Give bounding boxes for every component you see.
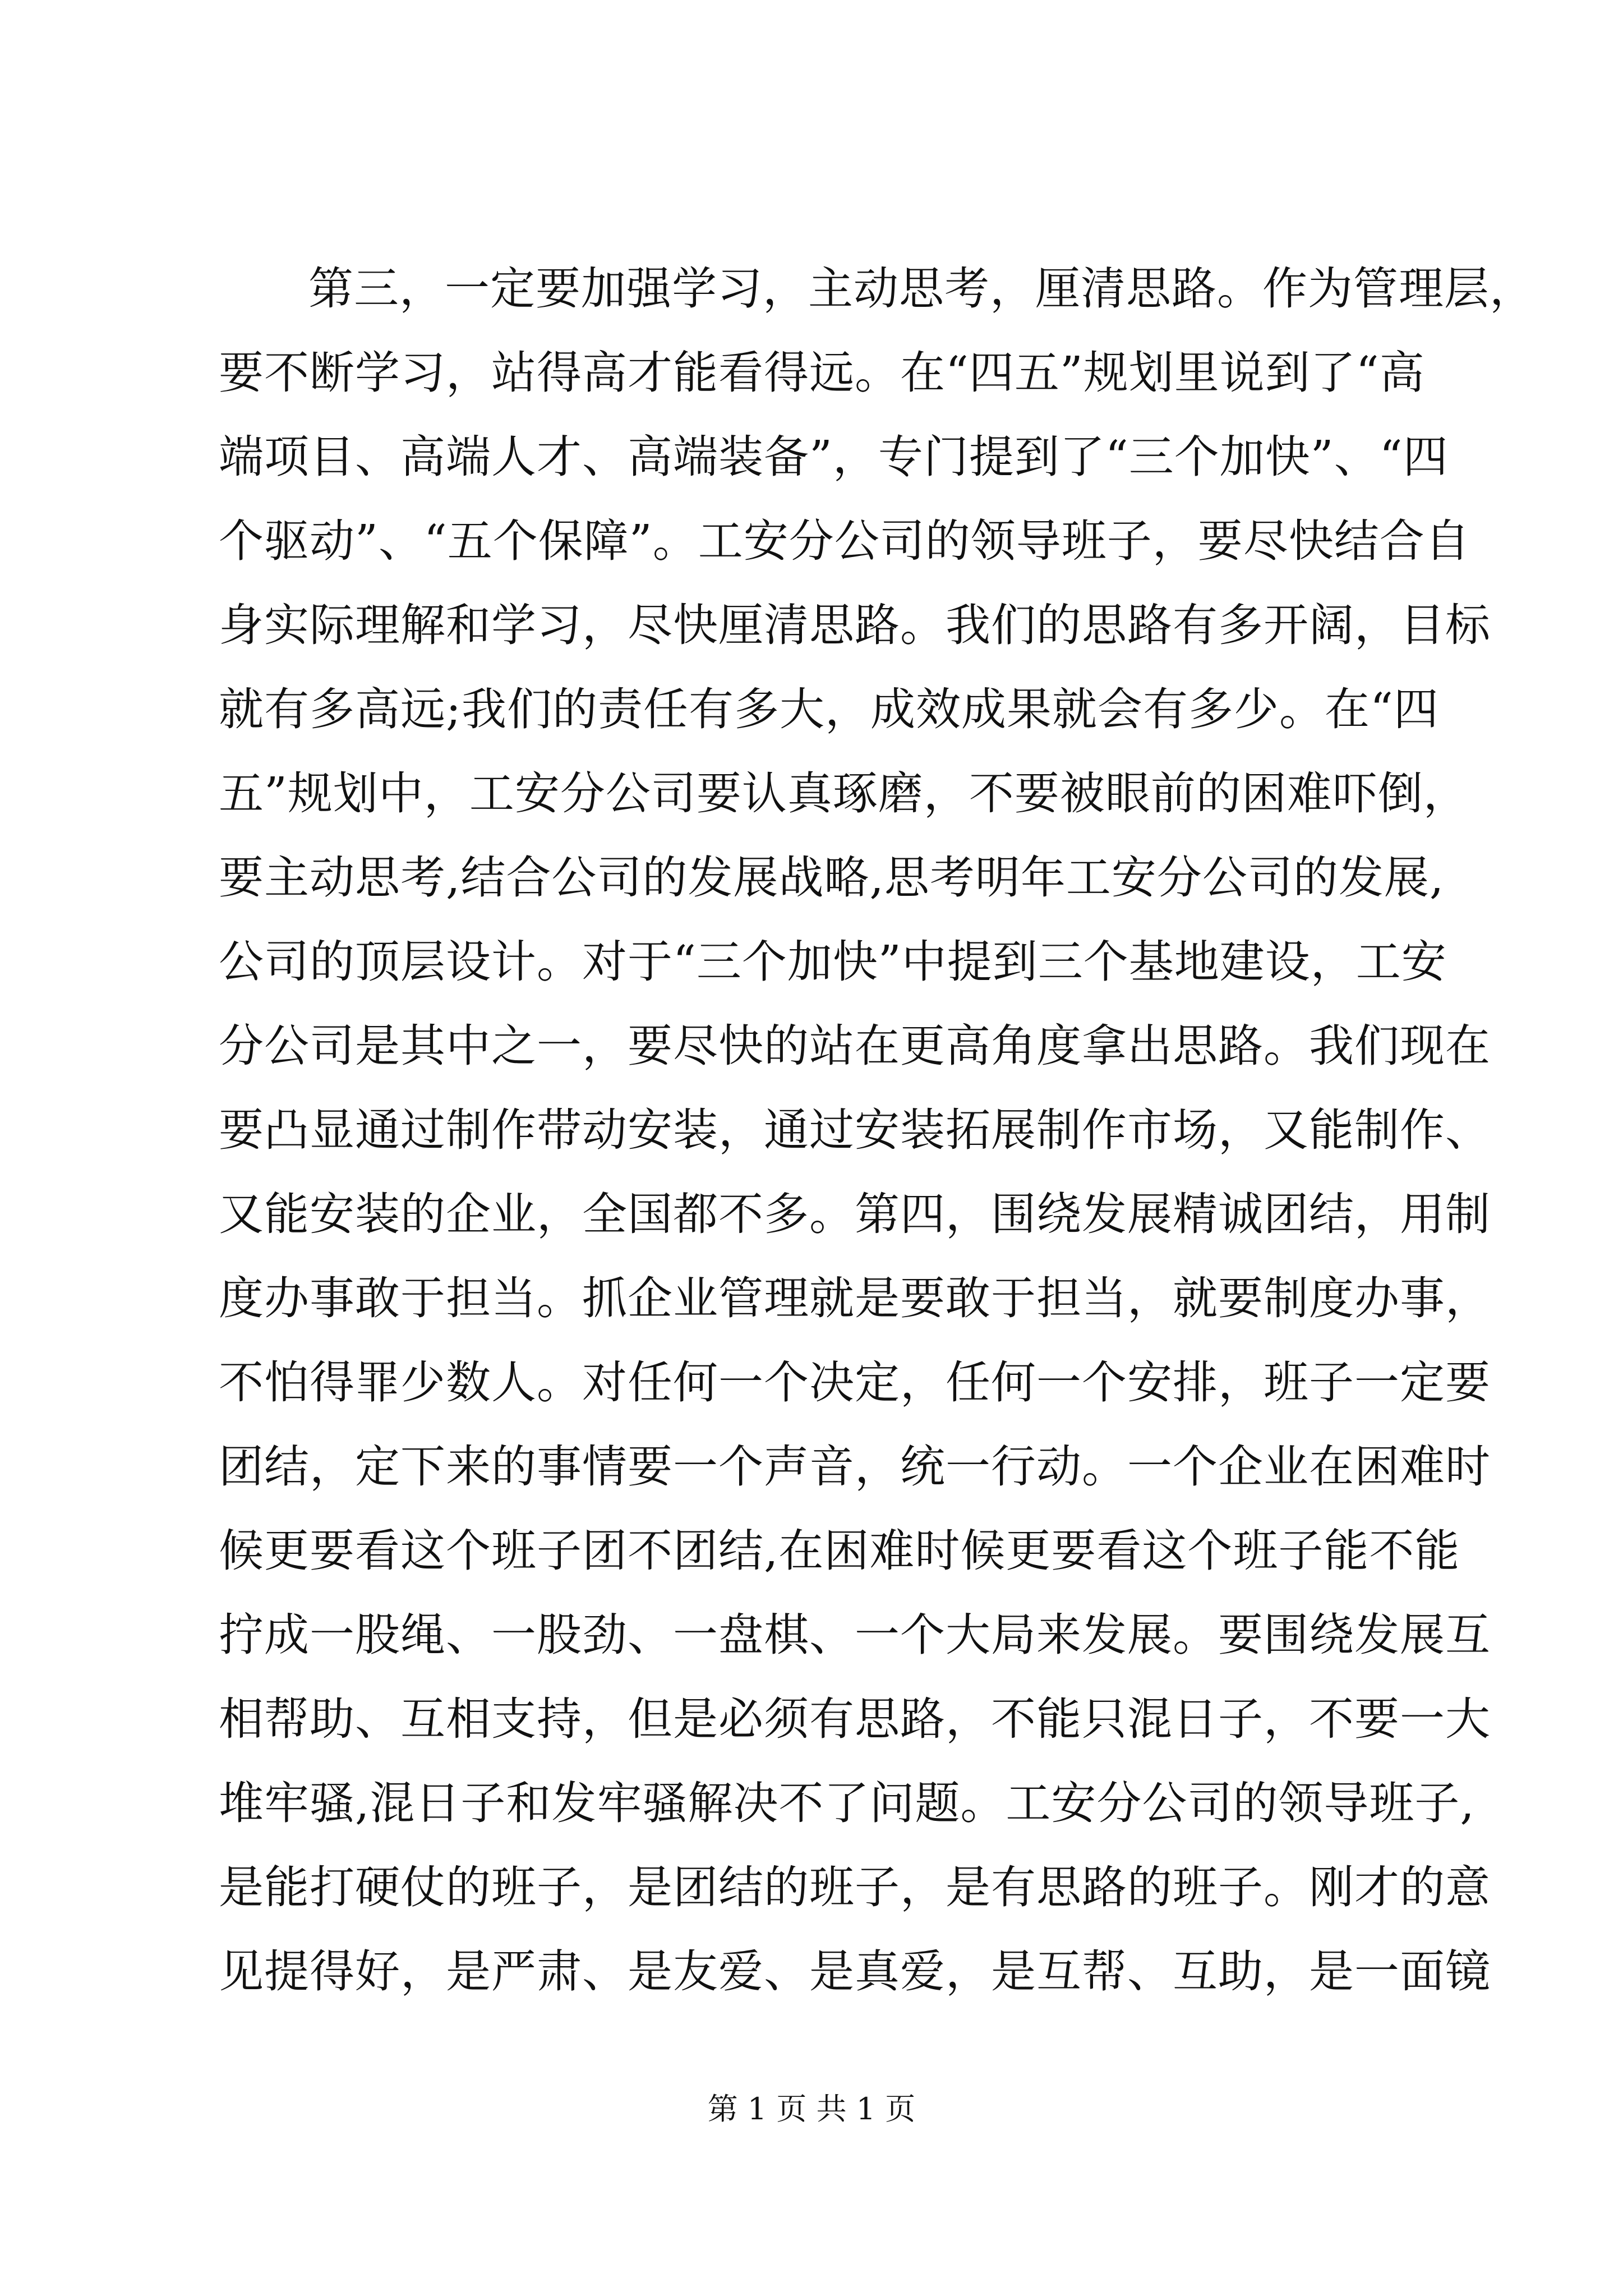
text-line: 端项目、高端人才、高端装备”，专门提到了“三个加快”、“四 xyxy=(219,431,1449,483)
text-line: 身实际理解和学习，尽快厘清思路。我们的思路有多开阔，目标 xyxy=(219,599,1491,651)
body-paragraph xyxy=(219,247,1535,2014)
text-line: 见提得好，是严肃、是友爱、是真爱，是互帮、互助，是一面镜 xyxy=(219,1945,1491,1998)
text-line: 个驱动”、“五个保障”。工安分公司的领导班子，要尽快结合自 xyxy=(219,515,1470,567)
text-line: 又能安装的企业，全国都不多。第四，围绕发展精诚团结，用制 xyxy=(219,1188,1491,1240)
text-line: 分公司是其中之一，要尽快的站在更高角度拿出思路。我们现在 xyxy=(219,1020,1491,1072)
text-line: 拧成一股绳、一股劲、一盘棋、一个大局来发展。要围绕发展互 xyxy=(219,1609,1491,1661)
text-line: 就有多高远;我们的责任有多大，成效成果就会有多少。在“四 xyxy=(219,683,1439,735)
text-line: 不怕得罪少数人。对任何一个决定，任何一个安排，班子一定要 xyxy=(219,1356,1491,1409)
text-line: 五”规划中，工安分公司要认真琢磨，不要被眼前的困难吓倒， xyxy=(219,767,1469,820)
text-line: 要主动思考,结合公司的发展战略,思考明年工安分公司的发展, xyxy=(219,852,1445,904)
page-number-label: 第 1 页 共 1 页 xyxy=(707,2091,916,2127)
text-line: 度办事敢于担当。抓企业管理就是要敢于担当，就要制度办事， xyxy=(219,1272,1491,1324)
text-line: 堆牢骚,混日子和发牢骚解决不了问题。工安分公司的领导班子, xyxy=(219,1777,1475,1829)
text-line: 是能打硬仗的班子，是团结的班子，是有思路的班子。刚才的意 xyxy=(219,1861,1491,1913)
text-line: 公司的顶层设计。对于“三个加快”中提到三个基地建设，工安 xyxy=(219,936,1447,988)
text-line: 要凸显通过制作带动安装，通过安装拓展制作市场，又能制作、 xyxy=(219,1104,1491,1156)
text-line: 要不断学习，站得高才能看得远。在“四五”规划里说到了“高 xyxy=(219,347,1425,399)
text-line: 候更要看这个班子团不团结,在困难时候更要看这个班子能不能 xyxy=(219,1525,1460,1577)
text-line: 团结，定下来的事情要一个声音，统一行动。一个企业在困难时 xyxy=(219,1441,1491,1493)
text-line: 第三，一定要加强学习，主动思考，厘清思路。作为管理层， xyxy=(308,263,1535,315)
text-line: 相帮助、互相支持，但是必须有思路，不能只混日子，不要一大 xyxy=(219,1693,1491,1745)
page-footer xyxy=(0,2090,1623,2129)
